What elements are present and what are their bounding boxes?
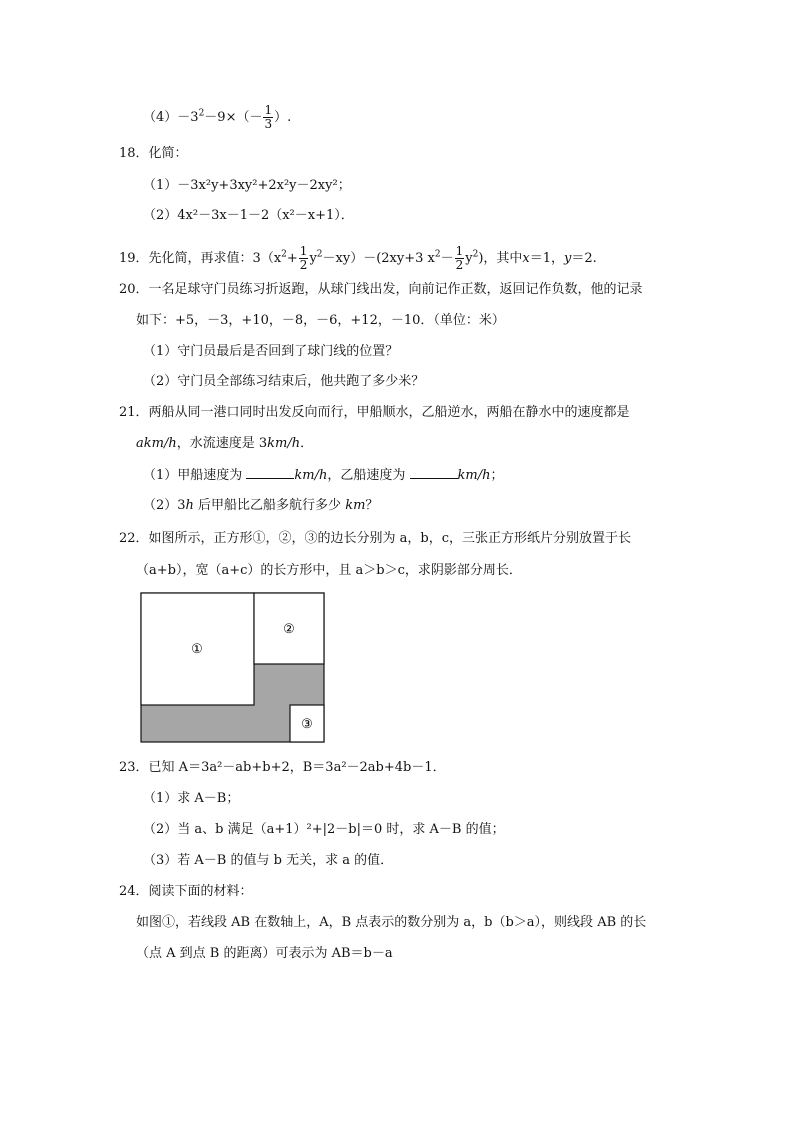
- q21-part2: （2）3h 后甲船比乙船多航行多少 km？: [143, 498, 379, 513]
- q22-line2: （a+b），宽（a+c）的长方形中，且 a＞b＞c，求阴影部分周长．: [136, 563, 522, 578]
- q24-line2: 如图①，若线段 AB 在数轴上，A，B 点表示的数分别为 a，b（b＞a），则线段 AB 的长: [136, 915, 647, 930]
- answer-blank-1[interactable]: [246, 466, 294, 479]
- q20-line1: 20．一名足球守门员练习折返跑，从球门线出发，向前记作正数，返回记作负数，他的记录: [119, 282, 643, 297]
- answer-blank-2[interactable]: [410, 466, 458, 479]
- q24-line3: （点 A 到点 B 的距离）可表示为 AB＝b－a: [136, 946, 393, 961]
- label-1: ①: [191, 642, 203, 657]
- q23-line1: 23．已知 A＝3a²－ab+b+2，B＝3a²－2ab+4b－1．: [119, 760, 446, 775]
- q22-line1: 22．如图所示，正方形①，②，③的边长分别为 a，b，c，三张正方形纸片分别放置于长: [119, 531, 632, 546]
- q21-line2: akm/h，水流速度是 3km/h．: [136, 436, 314, 451]
- q23-part1: （1）求 A－B；: [143, 791, 240, 806]
- q18-part1: （1）－3x²y+3xy²+2x²y－2xy²；: [143, 178, 351, 193]
- half-fraction-2: $\frac{1}{2}$: [455, 244, 464, 272]
- q23-part2: （2）当 a、b 满足（a+1）²+|2－b|＝0 时，求 A－B 的值；: [143, 822, 505, 837]
- fraction: $\frac{1}{3}$: [264, 103, 273, 131]
- label-3: ③: [301, 717, 313, 732]
- q17-part4: $(4)-3^2-9\times(-$ $\frac{1}{3}$ ）.: [143, 103, 292, 131]
- label-2: ②: [283, 622, 295, 637]
- q20-part1: （1）守门员最后是否回到了球门线的位置？: [143, 344, 399, 359]
- q23-part3: （3）若 A－B 的值与 b 无关，求 a 的值．: [143, 853, 394, 868]
- q21-part1: （1）甲船速度为 km/h，乙船速度为 km/h；: [143, 468, 504, 483]
- q24-line1: 24．阅读下面的材料：: [119, 884, 253, 899]
- q20-line2: 如下：+5，－3，+10，－8，－6，+12，－10．（单位：米）: [136, 313, 505, 328]
- q18-title: 18．化简：: [119, 146, 188, 161]
- squares-figure: [140, 592, 326, 744]
- q19-line: 19．先化简，再求值：$3(x^2+$ $\frac{1}{2}$ $y^2-xy)-(2xy+3$ $x^2-$ $\frac{1}{2}$ $y^2$)，其中x＝1，y＝2.: [119, 244, 597, 272]
- q20-part2: （2）守门员全部练习结束后，他共跑了多少米？: [143, 374, 425, 389]
- q18-part2: （2）4x²－3x－1－2（x²－x+1）．: [143, 208, 354, 223]
- half-fraction-1: $\frac{1}{2}$: [299, 244, 308, 272]
- q21-line1: 21．两船从同一港口同时出发反向而行，甲船顺水，乙船逆水，两船在静水中的速度都是: [119, 405, 630, 420]
